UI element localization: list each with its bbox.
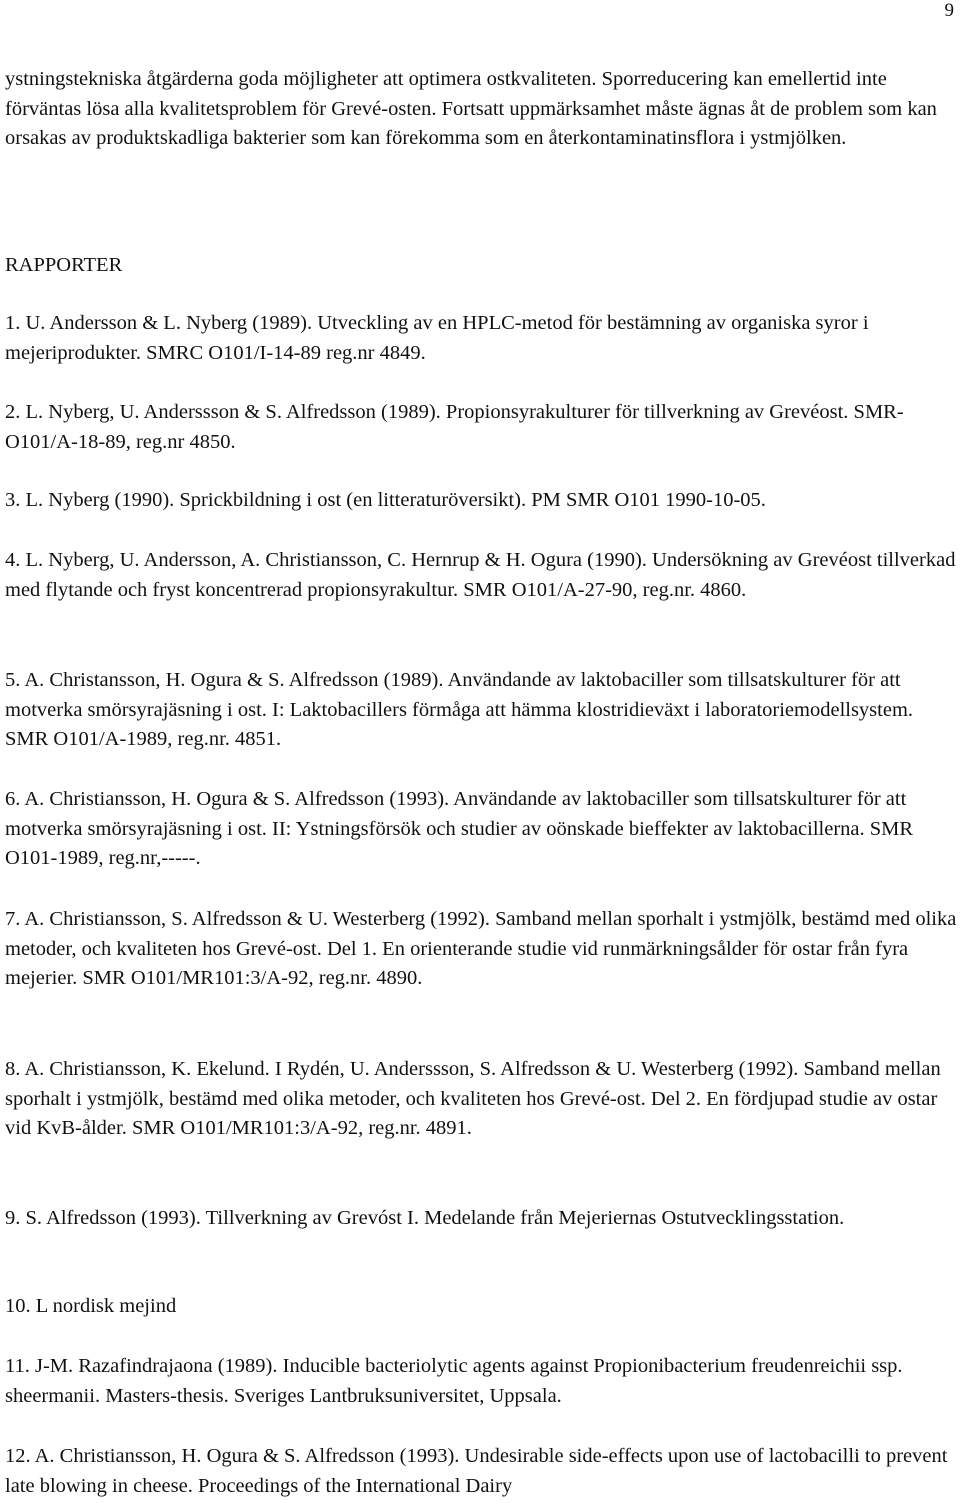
section-heading-rapporter: RAPPORTER [5, 254, 123, 276]
reference-item: 6. A. Christiansson, H. Ogura & S. Alfredsson (1993). Användande av laktobaciller som tillsatskulturer för att motverka smörsyrajäsning i ost. II: Ystningsförsök och studier av oönskade bieffekter av laktobacillerna. SMR O101-1989, reg.nr,-----. [5, 788, 914, 870]
intro-paragraph: ystningstekniska åtgärderna goda möjligheter att optimera ostkvaliteten. Sporreducering kan emellertid inte förväntas lösa alla kvalitetsproblem för Grevé-osten. Fortsatt uppmärksamhet måste ägnas åt de problem som kan orsakas av produktskadliga bakterier som kan förekomma som en återkontaminatinsflora i ystmjölken. [5, 68, 937, 150]
reference-item: 9. S. Alfredsson (1993). Tillverkning av Grevóst I. Medelande från Mejeriernas Ostutvecklingsstation. [5, 1207, 845, 1229]
reference-item: 1. U. Andersson & L. Nyberg (1989). Utveckling av en HPLC-metod för bestämning av organiska syror i mejeriprodukter. SMRC O101/I-14-89 reg.nr 4849. [5, 312, 869, 364]
reference-item: 12. A. Christiansson, H. Ogura & S. Alfredsson (1993). Undesirable side-effects upon use of lactobacilli to prevent late blowing in cheese. Proceedings of the International Dairy [5, 1445, 948, 1497]
reference-item: 4. L. Nyberg, U. Andersson, A. Christiansson, C. Hernrup & H. Ogura (1990). Undersökning av Grevéost tillverkad med flytande och fryst koncentrerad propionsyrakultur. SMR O101/A-27-90, reg.nr. 4860. [5, 549, 956, 601]
reference-item: 2. L. Nyberg, U. Anderssson & S. Alfredsson (1989). Propionsyrakulturer för tillverkning av Grevéost. SMR- O101/A-18-89, reg.nr 4850. [5, 401, 904, 453]
reference-item: 7. A. Christiansson, S. Alfredsson & U. Westerberg (1992). Samband mellan sporhalt i ystmjölk, bestämd med olika metoder, och kvaliteten hos Grevé-ost. Del 1. En orienterande studie vid runmärkningsålder för ostar från fyra mejerier. SMR O101/MR101:3/A-92, reg.nr. 4890. [5, 908, 957, 990]
reference-item: 11. J-M. Razafindrajaona (1989). Inducible bacteriolytic agents against Propionibacterium freudenreichii ssp. sheermanii. Masters-thesis. Sveriges Lantbruksuniversitet, Uppsala. [5, 1355, 903, 1407]
reference-item: 5. A. Christansson, H. Ogura & S. Alfredsson (1989). Användande av laktobaciller som tillsatskulturer för att motverka smörsyrajäsning i ost. I: Laktobacillers förmåga att hämma klostridieväxt i laboratoriemodellsystem. SMR O101/A-1989, reg.nr. 4851. [5, 669, 914, 751]
reference-item: 3. L. Nyberg (1990). Sprickbildning i ost (en litteraturöversikt). PM SMR O101 1990-10-05. [5, 489, 766, 511]
reference-item: 10. L nordisk mejind [5, 1295, 177, 1317]
page-number: 9 [944, 0, 954, 21]
reference-item: 8. A. Christiansson, K. Ekelund. I Rydén, U. Anderssson, S. Alfredsson & U. Westerberg (1992). Samband mellan sporhalt i ystmjölk, bestämd med olika metoder, och kvaliteten hos Grevé-ost. Del 2. En fördjupad studie av ostar vid KvB-ålder. SMR O101/MR101:3/A-92, reg.nr. 4891. [5, 1058, 941, 1140]
